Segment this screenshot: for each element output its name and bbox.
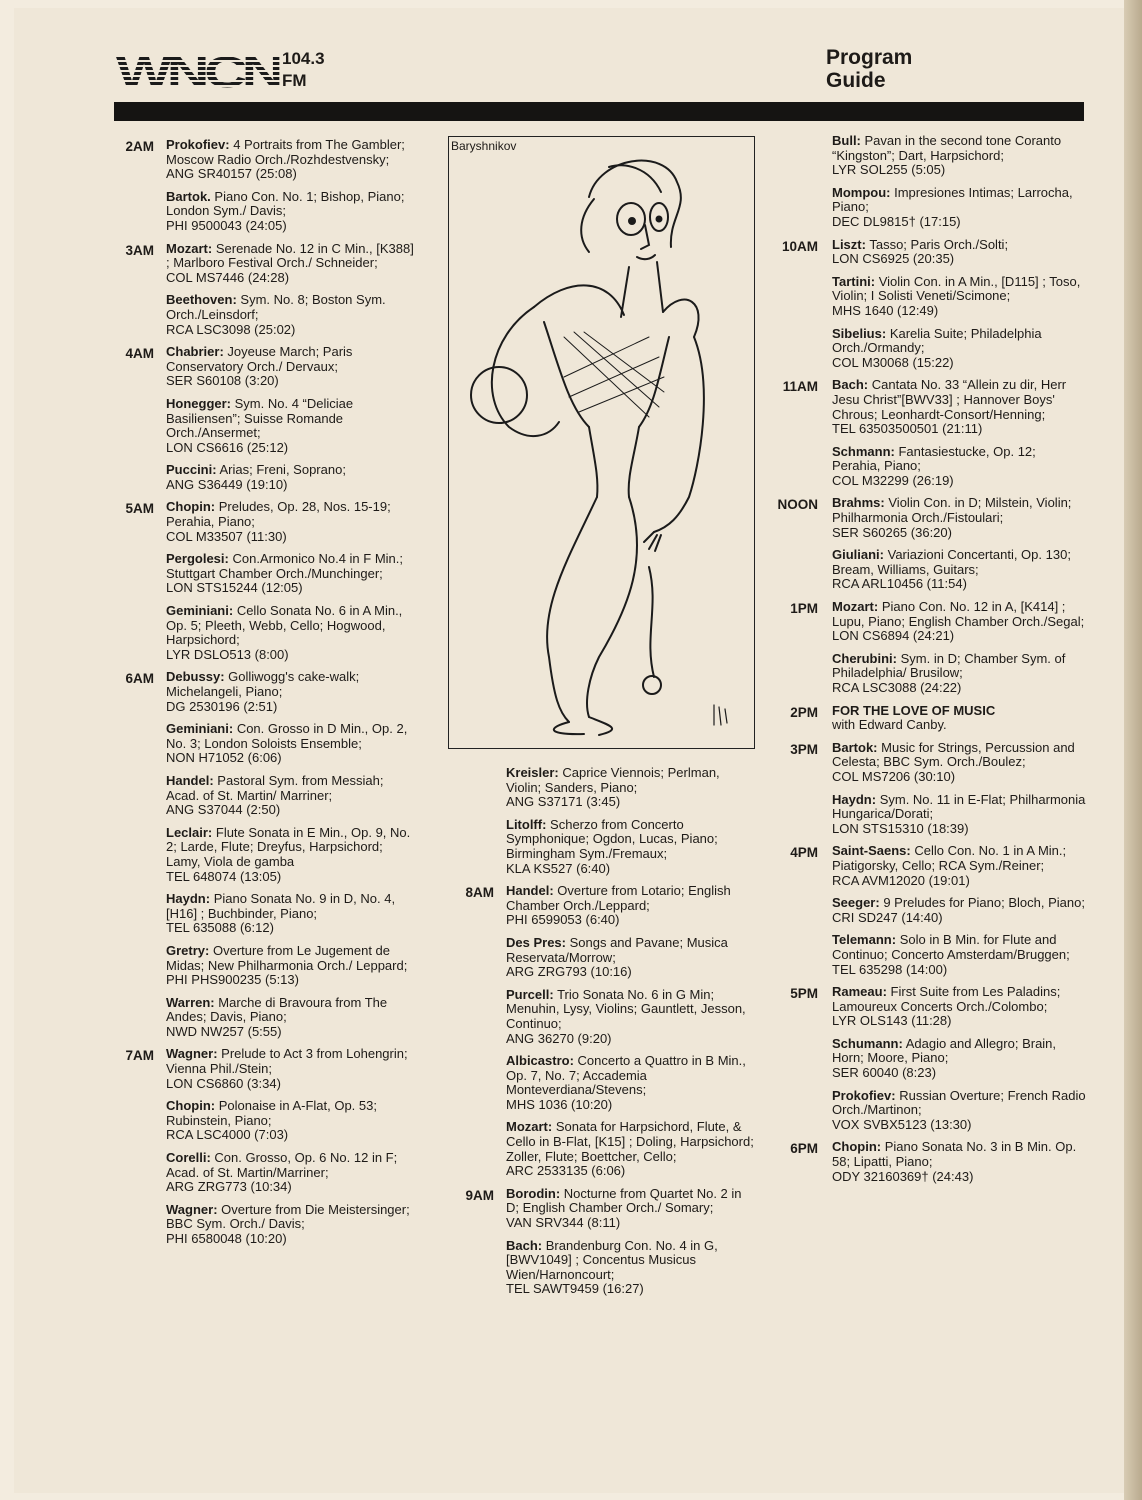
- work-detail: Con. Grosso in D Min., Op. 2, No. 3; London Soloists Ensemble;: [166, 721, 408, 751]
- program-entry: [118, 463, 418, 492]
- composer: Chopin:: [166, 499, 216, 515]
- program-entry: [118, 552, 418, 596]
- time-slot: 3PM: [790, 741, 818, 757]
- catalog-number: LON STS15244 (12:05): [166, 580, 303, 596]
- work-detail: 9 Preludes for Piano; Bloch, Piano;: [883, 895, 1085, 911]
- composer: Prokofiev:: [832, 1087, 896, 1103]
- catalog-number: LON CS6894 (24:21): [832, 628, 955, 644]
- time-slot: 5AM: [125, 501, 154, 517]
- work-detail: Brandenburg Con. No. 4 in G, [BWV1049] ; Concentus Musicus Wien/Harnoncourt;: [506, 1237, 718, 1282]
- program-entry: [776, 1140, 1086, 1184]
- work-detail: Piano Sonata No. 9 in D, No. 4, [H16] ; Buchbinder, Piano;: [166, 891, 396, 921]
- composer: Mozart:: [506, 1119, 553, 1135]
- program-entry: [118, 826, 418, 884]
- work-detail: Sym. No. 11 in E-Flat; Philharmonia Hungarica/Dorati;: [832, 791, 1086, 822]
- catalog-number: ANG S37044 (2:50): [166, 802, 281, 818]
- program-entry: [776, 186, 1086, 230]
- work-detail: Prelude to Act 3 from Lohengrin; Vienna Phil./Stein;: [166, 1046, 408, 1077]
- work-detail: Concerto a Quattro in B Min., Op. 7, No. 7; Accademia Monteverdiana/Stevens;: [506, 1053, 746, 1098]
- call-sign: WNCN: [116, 48, 280, 97]
- catalog-number: RCA AVM12020 (19:01): [832, 872, 970, 888]
- catalog-number: RCA LSC4000 (7:03): [166, 1127, 289, 1143]
- composer: Giuliani:: [832, 547, 884, 563]
- composer: Wagner:: [166, 1201, 218, 1217]
- header-rule: [114, 102, 1084, 121]
- composer: Haydn:: [166, 891, 211, 907]
- catalog-number: MHS 1640 (12:49): [832, 302, 939, 318]
- time-slot: 10AM: [781, 238, 818, 254]
- time-slot: 4AM: [125, 346, 154, 362]
- program-entry: [118, 722, 418, 766]
- program-entry: [776, 378, 1086, 436]
- work-detail: Golliwogg's cake-walk; Michelangeli, Piano;: [166, 669, 360, 699]
- program-entry: [776, 600, 1086, 644]
- catalog-number: SER S60108 (3:20): [166, 373, 279, 389]
- catalog-number: NWD NW257 (5:55): [166, 1023, 282, 1039]
- work-detail: Tasso; Paris Orch./Solti;: [869, 236, 1009, 252]
- program-entry: [776, 238, 1086, 267]
- station-logo: [116, 48, 325, 97]
- program-entry: [118, 397, 418, 455]
- work-detail: Impresiones Intimas; Larrocha, Piano;: [832, 184, 1073, 215]
- composer: Mompou:: [832, 184, 891, 200]
- catalog-number: PHI 6599053 (6:40): [506, 912, 620, 928]
- work-detail: Caprice Viennois; Perlman, Violin; Sanders, Piano;: [506, 765, 720, 795]
- work-detail: Music for Strings, Percussion and Celesta; BBC Sym. Orch./Boulez;: [832, 739, 1075, 770]
- program-entry: [118, 944, 418, 988]
- catalog-number: COL MS7206 (30:10): [832, 768, 956, 784]
- time-slot: 11AM: [782, 379, 818, 395]
- composer: Bach:: [506, 1237, 543, 1253]
- catalog-number: NON H71052 (6:06): [166, 750, 282, 766]
- composer: Mozart:: [166, 240, 213, 256]
- catalog-number: LON CS6860 (3:34): [166, 1075, 281, 1091]
- catalog-number: LON STS15310 (18:39): [832, 820, 969, 836]
- catalog-number: RCA LSC3098 (25:02): [166, 321, 296, 337]
- composer: Brahms:: [832, 495, 885, 511]
- work-detail: Cantata No. 33 “Allein zu dir, Herr Jesu Christ”[BWV33] ; Hannover Boys' Chrous; Leonhardt-Consort/Henning;: [832, 377, 1067, 422]
- composer: Seeger:: [832, 895, 880, 911]
- catalog-number: KLA KS527 (6:40): [506, 860, 611, 876]
- page-title: Program Guide: [826, 46, 913, 92]
- work-detail: Russian Overture; French Radio Orch./Martinon;: [832, 1087, 1086, 1118]
- catalog-number: DEC DL9815† (17:15): [832, 213, 961, 229]
- catalog-number: LYR OLS143 (11:28): [832, 1013, 952, 1029]
- composer: Chabrier:: [166, 344, 224, 360]
- program-entry: [456, 936, 756, 980]
- program-entry: [118, 1151, 418, 1195]
- time-slot: 2AM: [125, 139, 154, 154]
- program-entry: [776, 496, 1086, 540]
- program-entry: [776, 844, 1086, 888]
- program-entry: [118, 138, 418, 182]
- work-detail: Scherzo from Concerto Symphonique; Ogdon, Lucas, Piano; Birmingham Sym./Fremaux;: [506, 816, 718, 861]
- catalog-number: CRI SD247 (14:40): [832, 909, 943, 925]
- work-detail: First Suite from Les Paladins; Lamoureux Concerts Orch./Colombo;: [832, 984, 1061, 1014]
- catalog-number: ARG ZRG793 (10:16): [506, 964, 632, 980]
- dancer-drawing: [449, 137, 754, 748]
- composer: Schmann:: [832, 443, 895, 459]
- composer: Sibelius:: [832, 325, 887, 341]
- composer: Chopin:: [832, 1139, 882, 1155]
- program-entry: [776, 985, 1086, 1029]
- work-detail: Solo in B Min. for Flute and Continuo; Concerto Amsterdam/Bruggen;: [832, 932, 1070, 962]
- program-entry: [456, 1239, 756, 1297]
- time-slot: 2PM: [790, 704, 818, 720]
- time-slot: 3AM: [125, 242, 154, 258]
- program-entry: [776, 652, 1086, 696]
- catalog-number: TEL 635088 (6:12): [166, 920, 274, 936]
- work-detail: Cello Con. No. 1 in A Min.; Piatigorsky, Cello; RCA Sym./Reiner;: [832, 843, 1067, 873]
- program-entry: [776, 548, 1086, 592]
- work-detail: Piano Sonata No. 3 in B Min. Op. 58; Lipatti, Piano;: [832, 1139, 1077, 1170]
- work-detail: Preludes, Op. 28, Nos. 15-19; Perahia, Piano;: [166, 499, 391, 530]
- catalog-number: COL M33507 (11:30): [166, 528, 287, 544]
- composer: Warren:: [166, 994, 215, 1010]
- catalog-number: ANG S36449 (19:10): [166, 476, 288, 492]
- work-detail: Arias; Freni, Soprano;: [219, 462, 346, 478]
- program-entry: [118, 293, 418, 337]
- composer: Prokofiev:: [166, 137, 230, 152]
- program-entry: [118, 892, 418, 936]
- program-entry: [118, 670, 418, 714]
- work-detail: Piano Con. No. 1; Bishop, Piano; London Sym./ Davis;: [166, 188, 405, 219]
- program-entry: [456, 1120, 756, 1178]
- program-entry: [118, 1047, 418, 1091]
- time-slot: 5PM: [790, 986, 818, 1002]
- work-detail: Overture from Le Jugement de Midas; New Philharmonia Orch./ Leppard;: [166, 942, 408, 973]
- program-entry: [776, 1037, 1086, 1081]
- catalog-number: LON CS6925 (20:35): [832, 251, 955, 267]
- composer: Corelli:: [166, 1150, 211, 1166]
- time-slot: 8AM: [465, 885, 494, 901]
- composer: Rameau:: [832, 984, 887, 1000]
- composer: Tartini:: [832, 273, 876, 289]
- caricature-illustration: [448, 136, 755, 749]
- catalog-number: PHI 6580048 (10:20): [166, 1231, 287, 1246]
- work-detail: Violin Con. in D; Milstein, Violin; Philharmonia Orch./Fistoulari;: [832, 495, 1072, 526]
- band: FM: [282, 71, 307, 90]
- catalog-number: ANG S37171 (3:45): [506, 794, 621, 810]
- work-detail: Songs and Pavane; Musica Reservata/Morrow;: [506, 934, 728, 965]
- work-detail: Joyeuse March; Paris Conservatory Orch./ Dervaux;: [166, 344, 353, 374]
- catalog-number: COL M30068 (15:22): [832, 354, 954, 370]
- composer: Handel:: [506, 883, 554, 899]
- work-detail: Trio Sonata No. 6 in G Min; Menuhin, Lysy, Violins; Gauntlett, Jesson, Continuo;: [506, 986, 746, 1031]
- time-slot: 1PM: [790, 601, 818, 617]
- catalog-number: MHS 1036 (10:20): [506, 1096, 613, 1112]
- program-entry: [456, 1187, 756, 1231]
- composer: Gretry:: [166, 942, 210, 958]
- work-detail: Sym. in D; Chamber Sym. of Philadelphia/ Brusilow;: [832, 650, 1066, 681]
- time-slot: 4PM: [790, 845, 818, 861]
- program-entry: [776, 327, 1086, 371]
- work-detail: Sonata for Harpsichord, Flute, & Cello in B-Flat, [K15] ; Doling, Harpsichord; Zoller, Flute; Boettcher, Cello;: [506, 1119, 754, 1164]
- catalog-number: SER 60040 (8:23): [832, 1065, 937, 1081]
- schedule-column-middle: [456, 766, 756, 1305]
- catalog-number: VOX SVBX5123 (13:30): [832, 1116, 972, 1132]
- composer: Saint-Saens:: [832, 843, 911, 859]
- composer: Albicastro:: [506, 1053, 574, 1069]
- program-entry: [118, 500, 418, 544]
- catalog-number: with Edward Canby.: [832, 717, 947, 733]
- catalog-number: RCA ARL10456 (11:54): [832, 576, 967, 592]
- catalog-number: LON CS6616 (25:12): [166, 439, 289, 455]
- frequency: 104.3: [282, 49, 325, 68]
- catalog-number: TEL 635298 (14:00): [832, 961, 948, 977]
- program-entry: [776, 445, 1086, 489]
- program-entry: [776, 896, 1086, 925]
- program-entry: [118, 242, 418, 286]
- composer: Litolff:: [506, 816, 547, 832]
- work-detail: Karelia Suite; Philadelphia Orch./Ormandy;: [832, 325, 1042, 356]
- work-detail: Con.Armonico No.4 in F Min.; Stuttgart Chamber Orch./Munchinger;: [166, 551, 403, 581]
- work-detail: Piano Con. No. 12 in A, [K414] ; Lupu, Piano; English Chamber Orch./Segal;: [832, 599, 1085, 629]
- program-entry: [118, 345, 418, 389]
- catalog-number: PHI PHS900235 (5:13): [166, 972, 299, 988]
- program-entry: [118, 1099, 418, 1143]
- composer: Purcell:: [506, 986, 554, 1002]
- composer: Mozart:: [832, 599, 879, 615]
- composer: Bartok:: [832, 739, 878, 755]
- catalog-number: TEL 648074 (13:05): [166, 868, 282, 884]
- composer: Haydn:: [832, 791, 877, 807]
- composer: Liszt:: [832, 236, 866, 252]
- composer: Borodin:: [506, 1185, 561, 1201]
- time-slot: NOON: [777, 497, 818, 513]
- program-entry: [776, 275, 1086, 319]
- program-entry: [118, 190, 418, 234]
- work-detail: Pavan in the second tone Coranto “Kingston”; Dart, Harpsichord;: [832, 133, 1062, 163]
- work-detail: Marche di Bravoura from The Andes; Davis, Piano;: [166, 994, 388, 1025]
- work-detail: Violin Con. in A Min., [D115] ; Toso, Violin; I Solisti Veneti/Scimone;: [832, 273, 1081, 304]
- work-detail: Overture from Die Meistersinger; BBC Sym. Orch./ Davis;: [166, 1201, 410, 1232]
- work-detail: Sym. No. 4 “Deliciae Basiliensen”; Suisse Romande Orch./Ansermet;: [166, 395, 354, 441]
- composer: FOR THE LOVE OF MUSIC: [832, 702, 996, 718]
- program-entry: [456, 766, 756, 810]
- composer: Chopin:: [166, 1098, 216, 1114]
- program-entry: [776, 793, 1086, 837]
- program-entry: [118, 774, 418, 818]
- page-spine-shadow: [1124, 0, 1142, 1500]
- composer: Des Pres:: [506, 934, 566, 950]
- schedule-column-right: [776, 134, 1086, 1192]
- work-detail: Variazioni Concertanti, Op. 130; Bream, Williams, Guitars;: [832, 547, 1071, 577]
- work-detail: Flute Sonata in E Min., Op. 9, No. 2; Larde, Flute; Dreyfus, Harpsichord; Lamy, Viola de gamba: [166, 824, 411, 869]
- catalog-number: ANG SR40157 (25:08): [166, 166, 297, 182]
- composer: Puccini:: [166, 462, 217, 478]
- program-entry: [456, 818, 756, 876]
- catalog-number: ARG ZRG773 (10:34): [166, 1179, 292, 1195]
- work-detail: Polonaise in A-Flat, Op. 53; Rubinstein, Piano;: [166, 1098, 377, 1128]
- catalog-number: LYR SOL255 (5:05): [832, 162, 946, 178]
- catalog-number: COL M32299 (26:19): [832, 472, 954, 488]
- program-entry: [776, 704, 1086, 733]
- time-slot: 6PM: [790, 1141, 818, 1157]
- work-detail: Nocturne from Quartet No. 2 in D; English Chamber Orch./ Somary;: [506, 1185, 742, 1216]
- work-detail: Con. Grosso, Op. 6 No. 12 in F; Acad. of St. Martin/Marriner;: [166, 1150, 398, 1180]
- program-entry: [776, 933, 1086, 977]
- work-detail: Adagio and Allegro; Brain, Horn; Moore, Piano;: [832, 1035, 1057, 1066]
- program-entry: [456, 988, 756, 1046]
- work-detail: Overture from Lotario; English Chamber Orch./Leppard;: [506, 883, 731, 913]
- illustration-caption: Baryshnikov: [451, 139, 517, 153]
- composer: Bartok.: [166, 188, 211, 204]
- work-detail: Sym. No. 8; Boston Sym. Orch./Leinsdorf;: [166, 292, 386, 322]
- catalog-number: TEL 63503500501 (21:11): [832, 421, 983, 437]
- program-entry: [118, 604, 418, 662]
- composer: Wagner:: [166, 1046, 218, 1062]
- catalog-number: ODY 32160369† (24:43): [832, 1168, 974, 1184]
- program-entry: [776, 134, 1086, 178]
- catalog-number: RCA LSC3088 (24:22): [832, 680, 962, 695]
- program-entry: [118, 996, 418, 1040]
- program-entry: [118, 1203, 418, 1247]
- composer: Beethoven:: [166, 292, 237, 308]
- composer: Bach:: [832, 377, 869, 393]
- composer: Schumann:: [832, 1035, 903, 1051]
- time-slot: 7AM: [125, 1048, 154, 1064]
- composer: Cherubini:: [832, 650, 897, 666]
- work-detail: Cello Sonata No. 6 in A Min., Op. 5; Pleeth, Webb, Cello; Hogwood, Harpsichord;: [166, 603, 403, 648]
- catalog-number: ANG 36270 (9:20): [506, 1030, 612, 1046]
- catalog-number: SER S60265 (36:20): [832, 524, 952, 540]
- catalog-number: COL MS7446 (24:28): [166, 269, 290, 285]
- work-detail: Fantasiestucke, Op. 12; Perahia, Piano;: [832, 443, 1036, 474]
- composer: Kreisler:: [506, 765, 559, 780]
- catalog-number: DG 2530196 (2:51): [166, 698, 278, 714]
- composer: Geminiani:: [166, 603, 234, 619]
- composer: Telemann:: [832, 932, 897, 948]
- composer: Bull:: [832, 133, 861, 148]
- time-slot: 9AM: [465, 1187, 494, 1203]
- catalog-number: ARC 2533135 (6:06): [506, 1163, 626, 1179]
- composer: Geminiani:: [166, 721, 234, 737]
- program-entry: [456, 884, 756, 928]
- work-detail: 4 Portraits from The Gambler; Moscow Radio Orch./Rozhdestvensky;: [166, 137, 405, 167]
- time-slot: 6AM: [125, 671, 154, 687]
- catalog-number: LYR DSLO513 (8:00): [166, 646, 289, 662]
- work-detail: Serenade No. 12 in C Min., [K388] ; Marlboro Festival Orch./ Schneider;: [166, 240, 414, 271]
- schedule-column-left: [118, 138, 418, 1255]
- composer: Leclair:: [166, 824, 213, 840]
- catalog-number: TEL SAWT9459 (16:27): [506, 1281, 644, 1297]
- program-entry: [776, 1089, 1086, 1133]
- composer: Debussy:: [166, 669, 225, 685]
- program-entry: [776, 741, 1086, 785]
- composer: Pergolesi:: [166, 551, 229, 567]
- work-detail: Pastoral Sym. from Messiah; Acad. of St. Martin/ Marriner;: [166, 772, 384, 803]
- program-entry: [456, 1054, 756, 1112]
- composer: Honegger:: [166, 395, 231, 411]
- catalog-number: PHI 9500043 (24:05): [166, 217, 287, 233]
- catalog-number: VAN SRV344 (8:11): [506, 1215, 621, 1231]
- composer: Handel:: [166, 772, 214, 788]
